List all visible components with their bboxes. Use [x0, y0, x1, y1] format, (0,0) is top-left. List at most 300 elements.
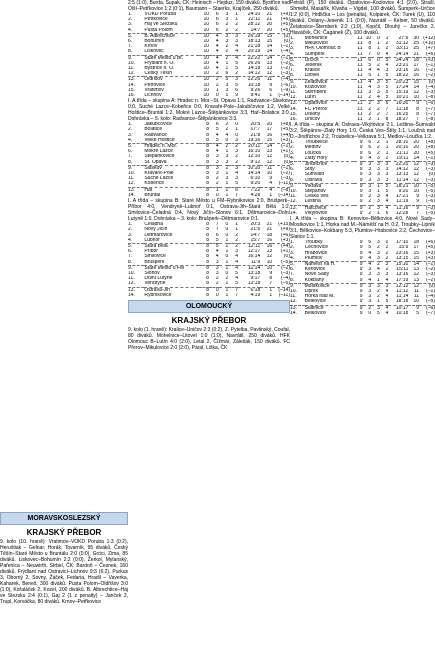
table-cell: 4 — [235, 276, 238, 282]
table-cell: 10 — [260, 260, 272, 266]
table-cell: 17 — [266, 127, 273, 133]
table-cell: 4 — [235, 55, 238, 61]
table-cell: 14:12 — [238, 71, 260, 77]
table-cell: 8 — [199, 160, 209, 166]
table-cell: (–9) — [281, 87, 290, 93]
table-cell: 2 — [377, 106, 380, 112]
table-cell: 12:28 — [395, 210, 409, 216]
table-cell: 4. — [290, 52, 305, 58]
table-cell: 5 — [368, 245, 372, 251]
table-cell: 11:9 — [238, 260, 260, 266]
table-cell: 3. — [290, 46, 295, 52]
table-cell: 13. — [128, 76, 135, 83]
table-cell: 7 — [235, 292, 238, 298]
table-cell: 8 — [199, 238, 209, 244]
table-cell: 9 — [354, 299, 363, 305]
table-cell: (–6) — [281, 82, 290, 88]
table-cell: 1 — [225, 243, 229, 249]
table-cell: 11 — [357, 68, 363, 74]
table-cell: Zlatý Hory — [305, 156, 354, 162]
standings-table — [290, 36, 435, 122]
table-cell: 1 — [377, 117, 380, 123]
table-cell: 8 — [206, 270, 209, 276]
table-cell: 1 — [377, 46, 380, 52]
table-cell: 10 — [203, 17, 209, 23]
table-cell: 3 — [209, 160, 219, 166]
table-cell: 3 — [368, 189, 372, 195]
table-cell: (–6) — [426, 305, 435, 311]
table-cell: 4 — [235, 265, 238, 271]
table-cell: Dolany — [304, 111, 321, 117]
table-cell: 15:19 — [395, 90, 409, 96]
table-cell: Slonov — [144, 270, 160, 276]
table-cell: 9 — [359, 210, 363, 216]
table-cell: 8. — [290, 73, 305, 79]
table-cell: 2. — [128, 227, 133, 233]
table-cell: 9 — [359, 150, 363, 156]
table-cell: 10 — [266, 265, 273, 271]
table-cell: 14 — [408, 156, 419, 162]
table-cell: 6 — [368, 240, 372, 246]
table-cell: Určice — [304, 57, 319, 63]
table-cell: 3 — [377, 100, 380, 107]
table-cell: Hať — [144, 187, 153, 193]
table-cell: 7 — [235, 287, 238, 293]
table-cell: 6. — [128, 149, 133, 155]
table-cell: 14. — [290, 310, 297, 316]
table-cell: 13:18 — [247, 270, 261, 276]
table-cell: (+5) — [280, 127, 290, 133]
table-cell: 2. — [290, 245, 295, 251]
table-cell: 3 — [235, 149, 238, 155]
table-cell: 9 — [235, 93, 238, 99]
table-cell: 4 — [235, 44, 238, 50]
table-cell: 4 — [228, 49, 238, 55]
table-cell: (–5) — [272, 260, 290, 266]
table-cell: 2 — [235, 154, 238, 160]
table-cell: 2 — [363, 95, 372, 101]
table-cell: (–2) — [281, 171, 290, 177]
table-cell: Jakubčovice — [144, 122, 172, 128]
table-cell: 8 — [416, 106, 420, 112]
table-cell: Dolní Lutyně — [144, 276, 173, 282]
table-cell: 10 — [203, 55, 209, 61]
table-cell: 7 — [235, 192, 238, 198]
table-cell: 3. — [290, 250, 295, 256]
table-cell: 9 — [354, 156, 363, 162]
table-cell: 10. — [128, 171, 135, 177]
table-cell: 3 — [215, 265, 219, 271]
table-cell: 3 — [385, 167, 389, 173]
table-cell: 14 — [266, 55, 273, 61]
table-cell: 9 — [359, 288, 363, 294]
table-cell: 11 — [357, 106, 363, 112]
table-cell: 11 — [266, 76, 273, 83]
table-cell: (–4) — [281, 276, 290, 282]
table-cell: 1 — [377, 210, 380, 216]
table-cell: (–7) — [426, 310, 435, 316]
table-cell: 4 — [363, 278, 372, 284]
table-cell: 2 — [368, 210, 372, 216]
table-cell: 2 — [385, 41, 389, 47]
table-cell: 21:18 — [247, 44, 261, 50]
table-cell: (–6) — [419, 199, 435, 205]
table-cell: 4 — [380, 52, 389, 58]
table-cell: (–3) — [426, 161, 435, 168]
table-cell: Radvance — [144, 132, 167, 138]
table-cell: 13. — [128, 187, 135, 193]
table-cell: 3 — [377, 283, 380, 289]
table-cell: 2 — [235, 143, 238, 150]
table-cell: Stará Bělá — [144, 243, 168, 249]
table-cell: 8 — [206, 222, 209, 228]
table-cell: 3 — [380, 178, 389, 184]
table-cell: 16. — [290, 117, 297, 123]
table-cell: (–3) — [281, 270, 290, 276]
table-cell: 15:7 — [238, 238, 260, 244]
table-cell: 15 — [408, 256, 419, 262]
table-cell: 10 — [203, 44, 209, 50]
table-cell: 9 — [359, 189, 363, 195]
table-cell: 11:14 — [248, 265, 261, 271]
table-cell: Petrovice — [144, 82, 166, 88]
table-cell: 0 — [235, 132, 238, 138]
table-cell: Nový Jičín — [144, 227, 168, 233]
table-cell: 1 — [377, 183, 380, 189]
table-cell: 0 — [215, 93, 219, 99]
table-cell: 3 — [385, 272, 389, 278]
standings-table — [128, 122, 290, 198]
table-cell: 5 — [377, 310, 380, 316]
table-cell: 7 — [385, 111, 389, 117]
table-cell: 16:14 — [247, 254, 261, 260]
table-cell: (0) — [272, 160, 290, 166]
table-cell: 3 — [377, 250, 380, 256]
table-cell: 16 — [266, 132, 273, 138]
match-report: 9. kolo (10. hraně): Vratimov–VOKD Poruba 1:3 (0:2), Heruštiak – Gelnar, Horák, Tovarník, 95 diváků. Český Těšín–Staré Město u Bruntálu 2:0 (0:0), Gröci, Zima, 85 diváků. Liskovec–Bohumín 2:2 (0:0), Žerkol, Mylanský, Pařenica – Neuwirth, Strbel, ČK: Bardoň – Česnek, 160 diváků. Frýdlant nad Ostravicí–Lichnov 9:3 (6:2), Purkus 3, Oborný 2, Sovny, Žáček, Fedaria, Hradil – Vaverka, Kaharek, Beneš, 300 diváků. Pusta Polom–Oldřišov 3:0 (1:0), Kořaláček 2, Kozel, 200 diváků. B. Albrechtice–Háj ve Slezsku 2:4 (0:1), Gaj 2 (1 z penalty) – Janček 2, Trupl, Korváčka, 80 diváků. Krnov–Petřkovice — [0, 539, 128, 606]
table-cell: 9 — [354, 256, 363, 262]
table-cell: 4 — [380, 278, 389, 284]
table-cell: 15:11 — [396, 267, 409, 273]
table-cell: 15. — [290, 111, 297, 117]
table-cell: 10:18 — [247, 82, 261, 88]
table-cell: 4. — [128, 138, 144, 144]
table-cell: 8. — [128, 260, 144, 266]
table-cell: 4 — [215, 66, 219, 72]
table-cell: 8 — [206, 254, 209, 260]
table-cell: 6 — [385, 210, 389, 216]
table-cell: 8 — [206, 227, 209, 233]
table-cell: 3 — [235, 165, 238, 171]
table-cell: 3 — [371, 178, 380, 184]
table-cell: (–11) — [272, 181, 290, 187]
table-cell: (+3) — [272, 238, 290, 244]
table-cell: 11:16 — [396, 205, 409, 211]
table-cell: 4 — [385, 205, 389, 211]
table-cell: 7. — [290, 272, 295, 278]
table-cell: 11. — [128, 66, 135, 72]
table-cell: 9 — [354, 199, 363, 205]
table-cell: Suché Lazce — [144, 176, 174, 182]
table-cell: 5 — [385, 84, 389, 90]
table-cell: 2 — [235, 243, 238, 249]
table-cell: (0) — [283, 154, 290, 160]
table-cell: 9 — [269, 270, 273, 276]
table-cell: 8 — [206, 171, 209, 177]
table-cell: 5 — [385, 189, 389, 195]
table-cell: 1. — [290, 140, 295, 146]
table-cell: 0 — [225, 232, 229, 238]
match-report-intro: Petráš (P), 150 diváků. Opatovice–Kozlovice 4:1 (2:0), Strašl, Shmelbl, Masařík, Klvaňa – Vigdel, 100 diváků. Šumperk–Určice 1:2 (0:0), Hrdlička – Los (penalta), Kolpárek, ČK: Turek (U), 110 diváků. Dolany–Jeseník 1:1 (0:0), Navrátil – Kelner, 50 diváků. Želatovice–Šternberk 2:2 (1:0), Kopčil, Dlouhý – Jurečko 2, Hlaváček, ČK: Čagánek (Ž), 100 diváků. — [290, 0, 435, 36]
table-cell: Šternberk — [304, 90, 327, 96]
table-cell: 8 — [206, 192, 209, 198]
table-cell: 20:3 — [250, 222, 261, 228]
table-cell: 15 — [266, 33, 273, 39]
table-cell: Čechovice — [304, 245, 328, 251]
table-cell: 2 — [215, 82, 219, 88]
table-cell: 8 — [199, 138, 209, 144]
table-cell: Náměšť na H. — [304, 261, 336, 267]
table-cell: 3 — [215, 270, 219, 276]
table-cell: 12:10 — [247, 154, 261, 160]
table-cell: 2 — [368, 111, 372, 117]
table-cell: 8 — [206, 149, 209, 155]
table-cell: Mikulovice — [304, 41, 328, 47]
table-cell: 4 — [215, 39, 219, 45]
table-cell: 3 — [225, 12, 229, 17]
table-cell: (+6) — [425, 240, 435, 246]
table-cell: 4 — [260, 181, 272, 187]
table-cell: 11:19 — [388, 199, 408, 205]
table-cell: 1 — [269, 93, 273, 99]
table-cell: Opatovice — [304, 100, 328, 107]
table-cell: 20:5 — [250, 122, 261, 128]
table-cell: 3 — [368, 167, 372, 173]
table-cell: 14 — [260, 49, 272, 55]
table-cell: 4 — [371, 95, 380, 101]
table-cell: 2 — [377, 145, 380, 151]
table-cell: Uničov — [304, 117, 320, 123]
table-cell: 5 — [209, 238, 219, 244]
table-cell: 9 — [359, 205, 363, 211]
table-cell: 1 — [377, 41, 380, 47]
table-cell: (+1) — [280, 149, 290, 155]
table-cell: 16 — [413, 68, 420, 74]
table-cell: 5. — [290, 161, 295, 168]
table-cell: 5 — [380, 73, 389, 79]
table-cell: 17 — [413, 63, 420, 69]
table-cell: 1 — [225, 66, 229, 72]
table-cell: 2 — [225, 165, 229, 171]
table-cell: (–2) — [281, 66, 290, 72]
table-cell: 6 — [215, 22, 219, 28]
table-cell: 13:18 — [238, 281, 260, 287]
table-cell: 12 — [266, 254, 273, 260]
table-cell: (–4) — [426, 294, 435, 300]
table-cell: 10 — [203, 66, 209, 72]
table-cell: 33:11 — [396, 46, 409, 52]
table-cell: 9 — [408, 199, 419, 205]
table-cell: 3 — [215, 154, 219, 160]
table-cell: (–11) — [278, 292, 290, 298]
table-cell: Kravaře-Pole — [144, 171, 174, 177]
table-cell: 3 — [377, 240, 380, 246]
table-cell: 5 — [228, 281, 238, 287]
table-cell: 7:22 — [250, 187, 261, 193]
table-cell: 2 — [377, 245, 380, 251]
table-cell: 15 — [266, 39, 273, 45]
table-cell: 5. — [290, 57, 295, 63]
table-cell: Velké Hoštice — [144, 138, 199, 144]
table-cell: 6. — [290, 63, 295, 69]
table-cell: 21:8 — [250, 132, 261, 138]
table-cell: 9. — [290, 79, 295, 85]
table-cell: 12 — [413, 172, 420, 178]
table-cell: 31:12 — [395, 41, 409, 47]
table-cell: 11 — [354, 73, 363, 79]
table-cell: 0 — [225, 254, 229, 260]
table-cell: 21 — [266, 227, 273, 233]
table-cell: 14. — [290, 106, 297, 112]
table-cell: 1 — [371, 299, 380, 305]
table-cell: 4 — [385, 63, 389, 69]
table-cell: 11 — [413, 294, 420, 300]
table-cell: Hradec n. Mor. — [144, 143, 178, 150]
table-cell: 1 — [219, 260, 229, 266]
table-cell: Příbor — [144, 249, 158, 255]
table-cell: Troubky — [304, 240, 323, 246]
table-cell: 25 — [413, 46, 420, 52]
table-cell: 12. — [128, 181, 144, 187]
table-cell: 11:12 — [396, 288, 409, 294]
table-cell: 2 — [225, 127, 229, 133]
table-cell: 17:19 — [388, 278, 408, 284]
table-cell: 3 — [368, 161, 372, 168]
table-cell: (+10) — [423, 41, 435, 47]
standings-table — [128, 222, 290, 298]
table-cell: 2 — [209, 181, 219, 187]
table-cell: 1 — [225, 93, 229, 99]
table-cell: 8 — [206, 187, 209, 193]
table-cell: 14. — [128, 192, 135, 198]
table-cell: (–5) — [426, 189, 435, 195]
table-cell: 3 — [235, 176, 238, 182]
table-cell: Hatčovice — [304, 205, 327, 211]
table-cell: 8 — [206, 122, 209, 128]
table-cell: Mostkovice — [304, 283, 330, 289]
table-cell: 11 — [357, 100, 363, 107]
table-cell: 2 — [235, 22, 238, 28]
table-cell: 4 — [377, 267, 380, 273]
table-cell: (+7) — [425, 46, 435, 52]
table-cell: 9 — [359, 161, 363, 168]
table-cell: 3 — [377, 172, 380, 178]
standings-table — [290, 240, 435, 316]
table-cell: 9 — [416, 100, 420, 107]
table-cell: 15 — [260, 138, 272, 144]
table-cell: Kenovice — [304, 267, 326, 273]
table-cell: 8 — [206, 243, 209, 249]
table-cell: (–1) — [281, 143, 290, 150]
table-cell: 13. — [290, 205, 297, 211]
table-cell: 1 — [235, 17, 238, 23]
table-cell: 0 — [219, 138, 229, 144]
table-cell: 5 — [385, 57, 389, 63]
table-cell: 2 — [228, 28, 238, 34]
table-cell: 9. — [128, 265, 133, 271]
table-cell: 3 — [385, 161, 389, 168]
table-cell: 1. — [290, 36, 295, 41]
table-cell: 0 — [377, 57, 380, 63]
table-cell: (0) — [283, 39, 290, 45]
table-cell: 15:9 — [398, 245, 409, 251]
table-cell: 20 — [413, 145, 420, 151]
table-cell: 4 — [215, 55, 219, 61]
table-cell: (+4) — [280, 243, 290, 249]
table-cell: 2 — [368, 100, 372, 107]
table-cell: 3 — [368, 183, 372, 189]
match-report-intro: 2:5 (1:0), Burda, Šupak, ČK: Heinisch – Hejduz, 150 diváků. Bystřice nad Olší–Petřkovice 1:2 (0:1), Baumann – Staerks, Krajíček, 250 diváků. — [128, 0, 290, 12]
table-cell: 3 — [225, 17, 229, 23]
table-cell: (–14) — [278, 93, 290, 99]
table-cell: 4 — [215, 60, 219, 66]
table-cell: 22:20 — [395, 161, 409, 168]
table-cell: 8. — [128, 160, 144, 166]
table-cell: 4 — [235, 254, 238, 260]
table-cell: (0) — [428, 172, 435, 178]
table-cell: 9:12 — [238, 160, 260, 166]
match-report: I. A třída – skupina A: Hradec n. Mor.–St. Opava 1:1, Radvance–Slavkov 0:0, Suché Lazce–Kobeřice 0:0, Kravaře-Pole–Jakubčovice 1:2, Velké Hoštice–Bruntál 1:2, Mokré Lazce–Štěpánkovice 3:3, Hať–Bolatice 3:0. Dohrávka – 5. kolo: Radvance–Štěpánkovice 3:3. — [128, 98, 290, 123]
table-cell: 1 — [219, 281, 229, 287]
table-cell: 2 — [228, 160, 238, 166]
table-cell: 10 — [199, 49, 209, 55]
table-cell: 1 — [219, 238, 229, 244]
table-cell: 4 — [380, 199, 389, 205]
table-cell: 4:28 — [250, 192, 261, 198]
table-cell: 21 — [266, 12, 273, 17]
table-cell: (+15) — [278, 222, 290, 228]
table-cell: 13 — [266, 66, 273, 72]
table-cell: 5 — [228, 181, 238, 187]
table-cell: 10 — [203, 93, 209, 99]
table-cell: 3 — [368, 288, 372, 294]
table-cell: 0 — [235, 122, 238, 128]
table-cell: 8 — [199, 181, 209, 187]
section-banner-moravskoslezsky: MORAVSKOSLEZSKÝ — [0, 512, 128, 525]
table-cell: (–2) — [281, 265, 290, 271]
table-cell: 9 — [359, 305, 363, 311]
table-cell: 9 — [359, 167, 363, 173]
table-cell: FC Přerov — [304, 106, 328, 112]
table-cell: 3 — [377, 84, 380, 90]
table-cell: Kokbany — [305, 278, 354, 284]
table-cell: 28:12 — [247, 22, 261, 28]
table-cell: 10. — [128, 60, 135, 66]
table-cell: 1 — [385, 36, 389, 41]
table-cell: 2 — [377, 288, 380, 294]
table-cell: 3 — [371, 256, 380, 262]
table-cell: 10 — [199, 28, 209, 34]
table-cell: 8 — [368, 41, 372, 47]
table-cell: 9 — [359, 145, 363, 151]
table-cell: 2 — [228, 238, 238, 244]
table-cell: 6 — [235, 187, 238, 193]
table-cell: 1 — [225, 60, 229, 66]
table-cell: 8 — [206, 292, 209, 298]
table-cell: 10 — [203, 22, 209, 28]
table-cell: 8 — [368, 46, 372, 52]
table-cell: 11. — [128, 176, 135, 182]
